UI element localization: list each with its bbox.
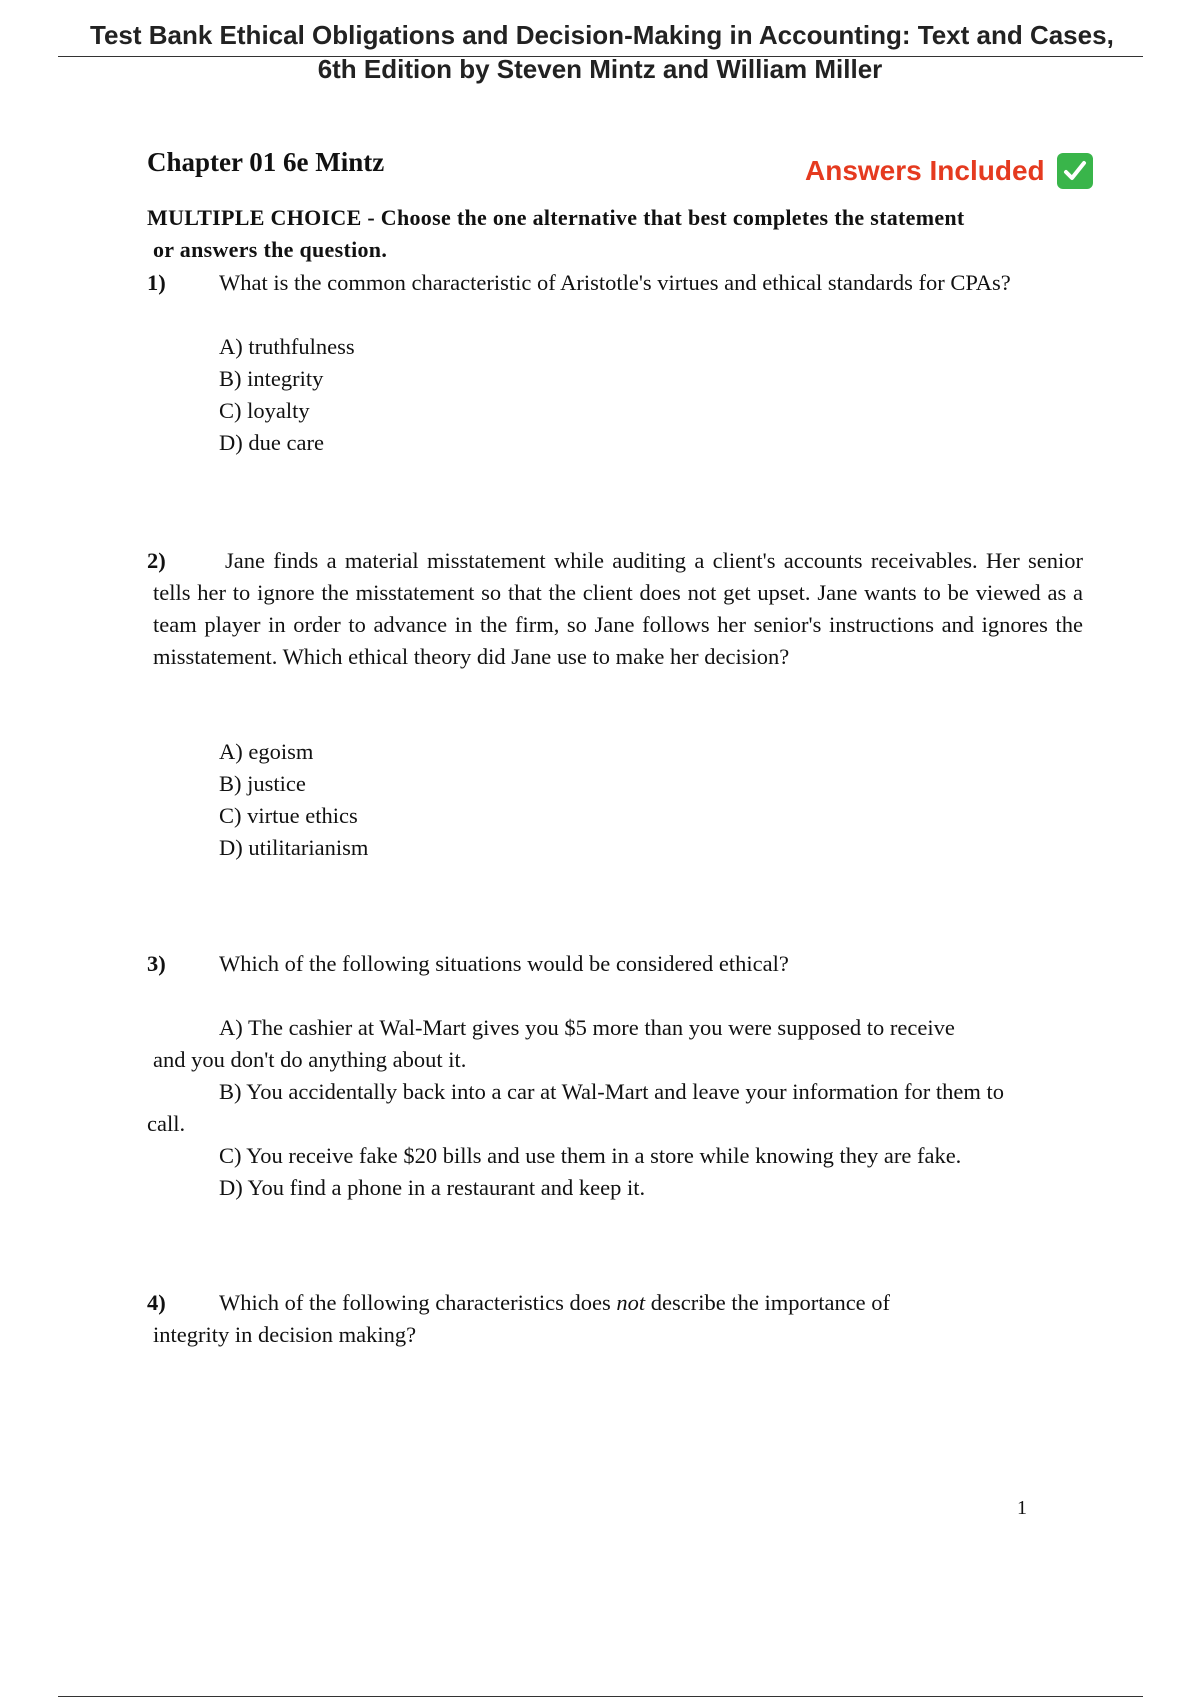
question-2-options: [219, 736, 368, 864]
footer-divider: [58, 1696, 1143, 1697]
option-b-line2: call.: [147, 1111, 186, 1136]
option-b-line1: B) You accidentally back into a car at Wal-Mart and leave your information for them to: [219, 1079, 1005, 1104]
option-b: B) integrity: [219, 366, 324, 391]
option-d: D) utilitarianism: [219, 835, 369, 860]
header-title-line1: Test Bank Ethical Obligations and Decision-Making in Accounting: Text and Cases,: [90, 20, 1114, 50]
instructions-line2: or answers the question.: [153, 237, 388, 262]
option-c: C) You receive fake $20 bills and use them in a store while knowing they are fake.: [219, 1143, 962, 1168]
question-text-before: Which of the following characteristics does: [219, 1290, 617, 1315]
question-text-emphasis: not: [616, 1290, 646, 1315]
question-number: 4): [147, 1290, 166, 1315]
page-number: 1: [1017, 1497, 1027, 1519]
option-a: A) truthfulness: [219, 334, 355, 359]
question-text: Which of the following situations would be considered ethical?: [219, 951, 789, 976]
question-2: [147, 545, 1083, 673]
question-4-text-line2: integrity in decision making?: [153, 1322, 417, 1347]
answers-included-badge: [805, 153, 1093, 189]
question-number: 2): [147, 548, 166, 573]
option-c: C) loyalty: [219, 398, 310, 423]
option-d: D) due care: [219, 430, 324, 455]
option-b: B) justice: [219, 771, 306, 796]
option-c: C) virtue ethics: [219, 803, 358, 828]
question-text: [219, 1287, 890, 1319]
header-divider: [58, 56, 1143, 57]
option-a-line1: A) The cashier at Wal-Mart gives you $5 more than you were supposed to receive: [219, 1015, 955, 1040]
answers-included-label: Answers Included: [805, 155, 1045, 186]
question-1-options: [219, 331, 355, 459]
option-a: A) egoism: [219, 739, 314, 764]
question-text: Jane finds a material misstatement while auditing a client's accounts receivables. Her senior tells her to ignore the misstatement so that the client does not get upset. Jane wants to be viewed as a team player in order to advance in the firm, so Jane follows her senior's instructions and ignores the misstatement. Which ethical theory did Jane use to make her decision?: [153, 548, 1083, 669]
option-d: D) You find a phone in a restaurant and keep it.: [219, 1175, 646, 1200]
instructions-line1: MULTIPLE CHOICE - Choose the one alternative that best completes the statement: [147, 205, 965, 230]
question-text-after: describe the importance of: [645, 1290, 891, 1315]
option-a-line2: and you don't do anything about it.: [153, 1047, 467, 1072]
question-number: 3): [147, 951, 166, 976]
question-text: What is the common characteristic of Aristotle's virtues and ethical standards for CPAs?: [219, 270, 1011, 295]
check-icon: [1057, 153, 1093, 189]
chapter-title: Chapter 01 6e Mintz: [147, 147, 385, 177]
instructions: [147, 202, 1067, 266]
header-title-line2: 6th Edition by Steven Mintz and William Miller: [317, 54, 883, 84]
document-header: [0, 18, 1200, 86]
question-number: 1): [147, 270, 166, 295]
